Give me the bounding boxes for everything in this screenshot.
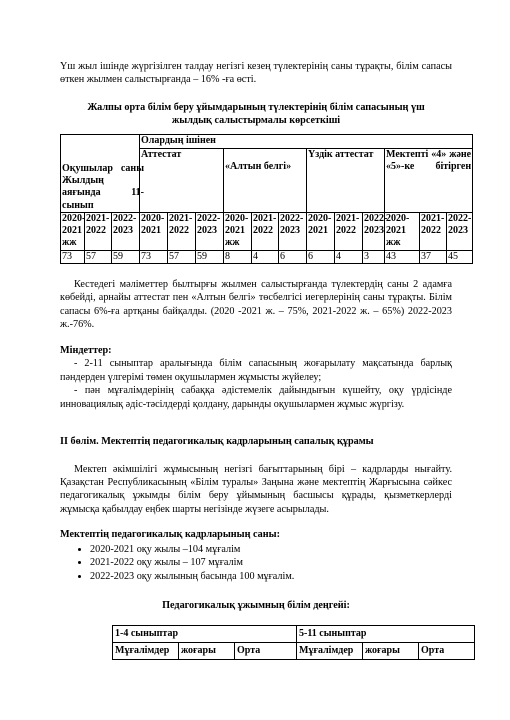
value-cell: 43 (385, 250, 420, 263)
value-cell: 57 (85, 250, 112, 263)
year-cell: 2022-2023 (279, 212, 307, 250)
table-title: Жалпы орта білім беру ұйымдарының түлектерінің білім сапасының үш жылдық салыстырмалы көрсеткіші (87, 101, 425, 127)
value-cell: 57 (168, 250, 196, 263)
task-item-1: - 2-11 сыныптар аралығында білім сапасының жоғарылату мақсатында барлық пәндерден үлгерімі төмен оқушылармен жұмысты жүйелеу; (60, 358, 452, 383)
year-cell: 2020-2021 жж (224, 212, 252, 250)
year-cell: 2020-2021 (140, 212, 168, 250)
year-cell: 2021-2022 (252, 212, 279, 250)
higher-education-header: жоғары (179, 642, 235, 659)
gold-badge-header: «Алтын белгі» (224, 148, 307, 212)
education-level-table (112, 625, 475, 660)
table-comment: Кестедегі мәліметтер былтырғы жылмен салыстырғанда түлектердің саны 2 адамға көбейді, арнайы аттестат пен «Алтын белгі» төсбелгісі иегерлерінің саны тұрақты. Білім сапасы 6%-ға артқаны байқалды. (2020 -2021 ж. – 75%, 2021-2022 ж. – 65%) 2022-2023 ж.-76%. (60, 279, 452, 331)
value-cell: 45 (447, 250, 473, 263)
values-row (61, 250, 473, 263)
value-cell: 59 (196, 250, 224, 263)
list-item: • 2022-2023 оқу жылының басында 100 мұғалім. (90, 570, 452, 583)
value-cell: 4 (335, 250, 363, 263)
value-cell: 4 (252, 250, 279, 263)
year-cell: 2021-2022 (168, 212, 196, 250)
year-cell: 2020-2021 жж (61, 212, 85, 250)
year-cell: 2021-2022 (420, 212, 447, 250)
attestat-header: Аттестат (140, 148, 224, 212)
teachers-header: Мұғалімдер (297, 642, 363, 659)
teachers-header: Мұғалімдер (113, 642, 179, 659)
value-cell: 6 (307, 250, 335, 263)
years-row (61, 212, 473, 250)
edu-heading: Педагогикалық ұжымның білім деңгейі: (162, 600, 350, 612)
intro-paragraph: Үш жыл ішінде жүргізілген талдау негізгі кезең түлектерінің саны тұрақты, білім сапасы өткен жылмен салыстырғанда – 16% -ға өсті. (60, 61, 452, 86)
year-cell: 2022-2023 (447, 212, 473, 250)
year-cell: 2022-2023 (196, 212, 224, 250)
year-cell: 2020-2021 жж (385, 212, 420, 250)
task-item-2: - пән мұғалімдерінің сабаққа әдістемелік дайындығын күшейту, оқу үрдісінде инновациялық әдіс-тәсілдерді қолдану, дарынды оқушылармен жұмыс жүргізу. (60, 385, 452, 410)
grades-1-4-header: 1-4 сыныптар (113, 625, 297, 642)
year-cell: 2020-2021 (307, 212, 335, 250)
value-cell: 73 (61, 250, 85, 263)
year-cell: 2021-2022 (335, 212, 363, 250)
secondary-education-header: Орта (235, 642, 297, 659)
value-cell: 37 (420, 250, 447, 263)
document-page (60, 60, 472, 660)
group-header: Олардың ішінен (140, 134, 473, 148)
graduates-quality-table (60, 134, 473, 264)
value-cell: 8 (224, 250, 252, 263)
section2-paragraph: Мектеп әкімшілігі жұмысының негізгі бағыттарының бірі – кадрларды нығайту. Қазақстан Республикасының «Білім туралы» Заңына және мектептің Жарғысына сәйкес педагогикалық ұжымды білім беру ұйымының басшысы құрады, қызметкерлерді жұмысқа қабылдау еңбек шарты негізінде жүзеге асырылады. (60, 463, 452, 515)
students-count-header: Оқушылар саны Жылдың аяғында 11-сынып (61, 134, 140, 212)
value-cell: 59 (112, 250, 140, 263)
excellent-attestat-header: Үздік аттестат (307, 148, 385, 212)
year-cell: 2021-2022 (85, 212, 112, 250)
staff-heading: Мектептің педагогикалық кадрларының саны: (60, 529, 280, 541)
staff-list (60, 543, 452, 583)
secondary-education-header: Орта (419, 642, 475, 659)
tasks-heading: Міндеттер: (60, 344, 112, 356)
section2-heading: ІІ бөлім. Мектептің педагогикалық кадрларының сапалық құрамы (60, 436, 374, 448)
school-45-header: Мектепті «4» және «5»-ке бітірген (385, 148, 473, 212)
value-cell: 3 (363, 250, 385, 263)
value-cell: 73 (140, 250, 168, 263)
list-item: • 2020-2021 оқу жылы –104 мұғалім (90, 543, 452, 556)
grades-5-11-header: 5-11 сыныптар (297, 625, 475, 642)
year-cell: 2022-2023 (112, 212, 140, 250)
higher-education-header: жоғары (363, 642, 419, 659)
year-cell: 2022-2023 (363, 212, 385, 250)
list-item: • 2021-2022 оқу жылы – 107 мұғалім (90, 556, 452, 569)
value-cell: 6 (279, 250, 307, 263)
